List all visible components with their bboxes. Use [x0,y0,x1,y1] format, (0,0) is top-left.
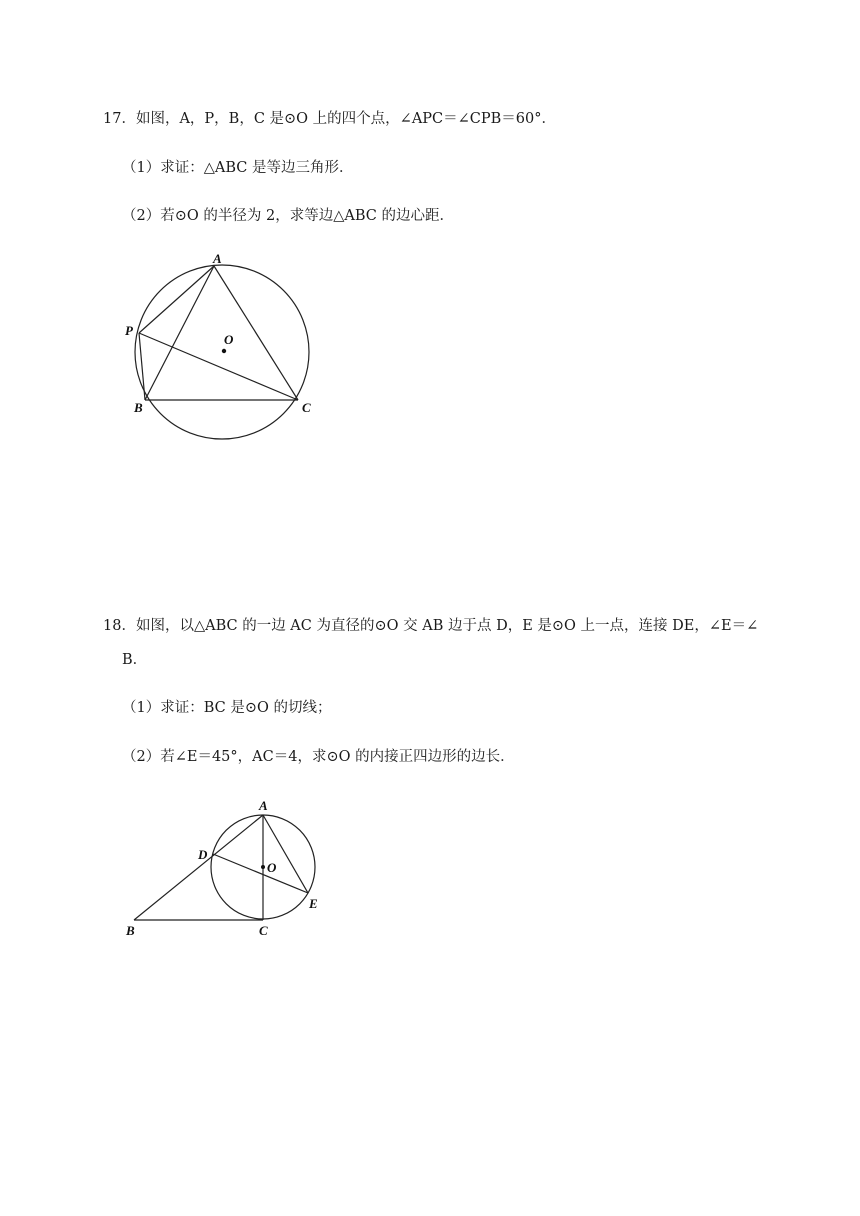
center-point-o [222,349,226,353]
label-c: C [259,923,268,938]
q18-stem-line1: 18．如图，以△ABC 的一边 AC 为直径的⊙O 交 AB 边于点 D，E 是⊙O 上一点，连接 DE，∠E＝∠ [103,618,759,634]
segment-ap [139,266,214,333]
label-o: O [224,332,234,347]
q17-figure [110,240,350,460]
center-point-o [261,865,265,869]
segment-ae [263,815,308,893]
segment-ab [134,815,263,920]
segment-ab [145,266,214,400]
label-b: B [134,400,143,415]
q18-part1: （1）求证：BC 是⊙O 的切线； [122,700,332,716]
segment-pb [139,333,145,400]
label-a: A [259,798,268,813]
q18-part2: （2）若∠E＝45°，AC＝4，求⊙O 的内接正四边形的边长． [122,749,515,765]
label-o: O [267,860,277,875]
q18-stem-line2: B． [122,652,148,668]
label-c: C [302,400,311,415]
q17-stem: 17．如图，A，P，B，C 是⊙O 上的四个点，∠APC＝∠CPB＝60°． [103,111,557,127]
q18-figure [120,795,340,945]
circle-o [135,265,309,439]
q17-part1: （1）求证：△ABC 是等边三角形． [122,160,354,176]
label-e: E [309,896,318,911]
q17-part2: （2）若⊙O 的半径为 2，求等边△ABC 的边心距． [122,208,454,224]
label-a: A [213,251,222,266]
label-b: B [126,923,135,938]
label-p: P [125,323,133,338]
segment-de [213,854,308,893]
label-d: D [198,847,208,862]
